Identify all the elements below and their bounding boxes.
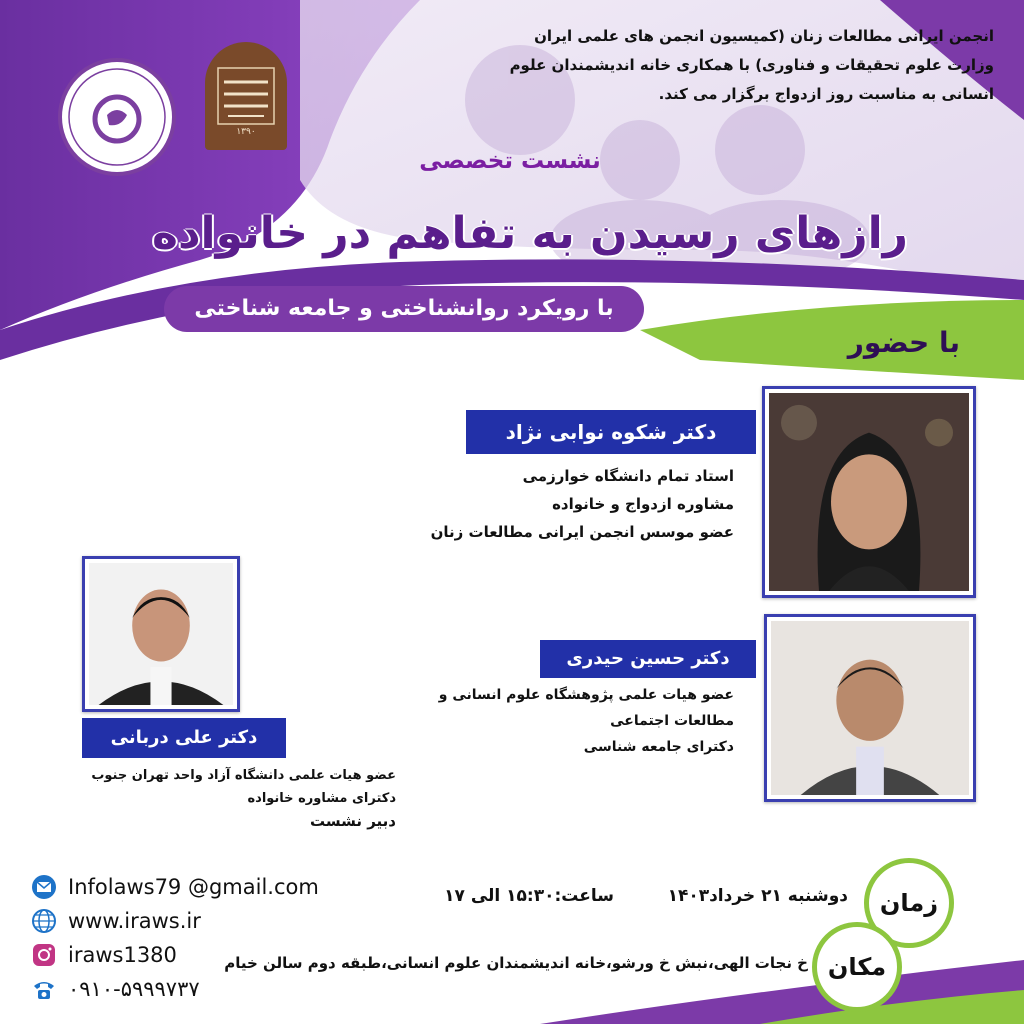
email-icon (30, 873, 58, 901)
event-place: خ نجات الهی،نبش خ ورشو،خانه اندیشمندان علوم انسانی،طبقه دوم سالن خیام (224, 954, 808, 972)
event-kind: نشست تخصصی (419, 148, 601, 174)
humanities-house-logo (205, 42, 287, 150)
event-title: رازهای رسیدن به تفاهم در خانواده (151, 208, 909, 259)
globe-icon (30, 907, 58, 935)
contact-email-row[interactable] (30, 870, 370, 904)
speaker-2-name: دکتر حسین حیدری (540, 640, 756, 678)
contact-instagram[interactable]: iraws1380 (68, 943, 177, 967)
speaker-3-name: دکتر علی دربانی (82, 718, 286, 758)
instagram-icon (30, 941, 58, 969)
iaws-logo (58, 58, 176, 176)
logo-year: ۱۳۹۰ (236, 127, 256, 137)
speaker-2-bio (394, 682, 734, 760)
event-date: دوشنبه ۲۱ خرداد۱۴۰۳ (667, 886, 848, 906)
place-label: مکان (812, 922, 902, 1012)
contact-website-row[interactable] (30, 904, 370, 938)
contact-phone-row[interactable] (30, 972, 370, 1006)
speaker-3-role: دبیر نشست (309, 812, 396, 830)
speaker-1-bio (314, 462, 734, 546)
speaker-1-bio-line: عضو موسس انجمن ایرانی مطالعات زنان (430, 523, 734, 541)
speaker-1-bio-line: مشاوره ازدواج و خانواده (552, 495, 734, 513)
speaker-3-bio-line: عضو هیات علمی دانشگاه آزاد واحد تهران جنوب (91, 768, 396, 783)
speaker-3-bio (60, 764, 396, 833)
contact-website[interactable]: www.iraws.ir (68, 909, 201, 933)
presence-label: با حضور (847, 326, 960, 359)
speaker-2-bio-line: دکترای جامعه شناسی (583, 739, 734, 755)
speaker-2-bio-line: عضو هیات علمی پژوهشگاه علوم انسانی و (438, 687, 734, 703)
organizer-line-2: وزارت علوم تحقیقات و فناوری) با همکاری خانه اندیشمندان علوم (509, 56, 994, 74)
organizer-line-3: انسانی به مناسبت روز ازدواج برگزار می کند. (658, 85, 994, 103)
speaker-3-bio-line: دکترای مشاوره خانواده (247, 791, 396, 806)
time-label: زمان (864, 858, 954, 948)
contact-phone[interactable]: ۰۹۱۰-۵۹۹۹۷۳۷ (68, 977, 200, 1001)
organizer-line-1: انجمن ایرانی مطالعات زنان (کمیسیون انجمن های علمی ایران (534, 27, 994, 45)
speaker-1-name: دکتر شکوه نوابی نژاد (466, 410, 756, 454)
organizer-statement (374, 22, 994, 109)
event-approach: با رویکرد روانشناختی و جامعه شناختی (164, 286, 644, 332)
event-time: ساعت:۱۵:۳۰ الی ۱۷ (444, 886, 614, 906)
contact-email[interactable]: Infolaws79 @gmail.com (68, 875, 319, 899)
speaker-3-photo (82, 556, 240, 712)
phone-icon (30, 975, 58, 1003)
speaker-2-photo (764, 614, 976, 802)
contact-list (30, 870, 370, 1006)
speaker-2-bio-line: مطالعات اجتماعی (610, 713, 734, 729)
speaker-1-bio-line: استاد تمام دانشگاه خوارزمی (522, 467, 734, 485)
speaker-1-photo (762, 386, 976, 598)
